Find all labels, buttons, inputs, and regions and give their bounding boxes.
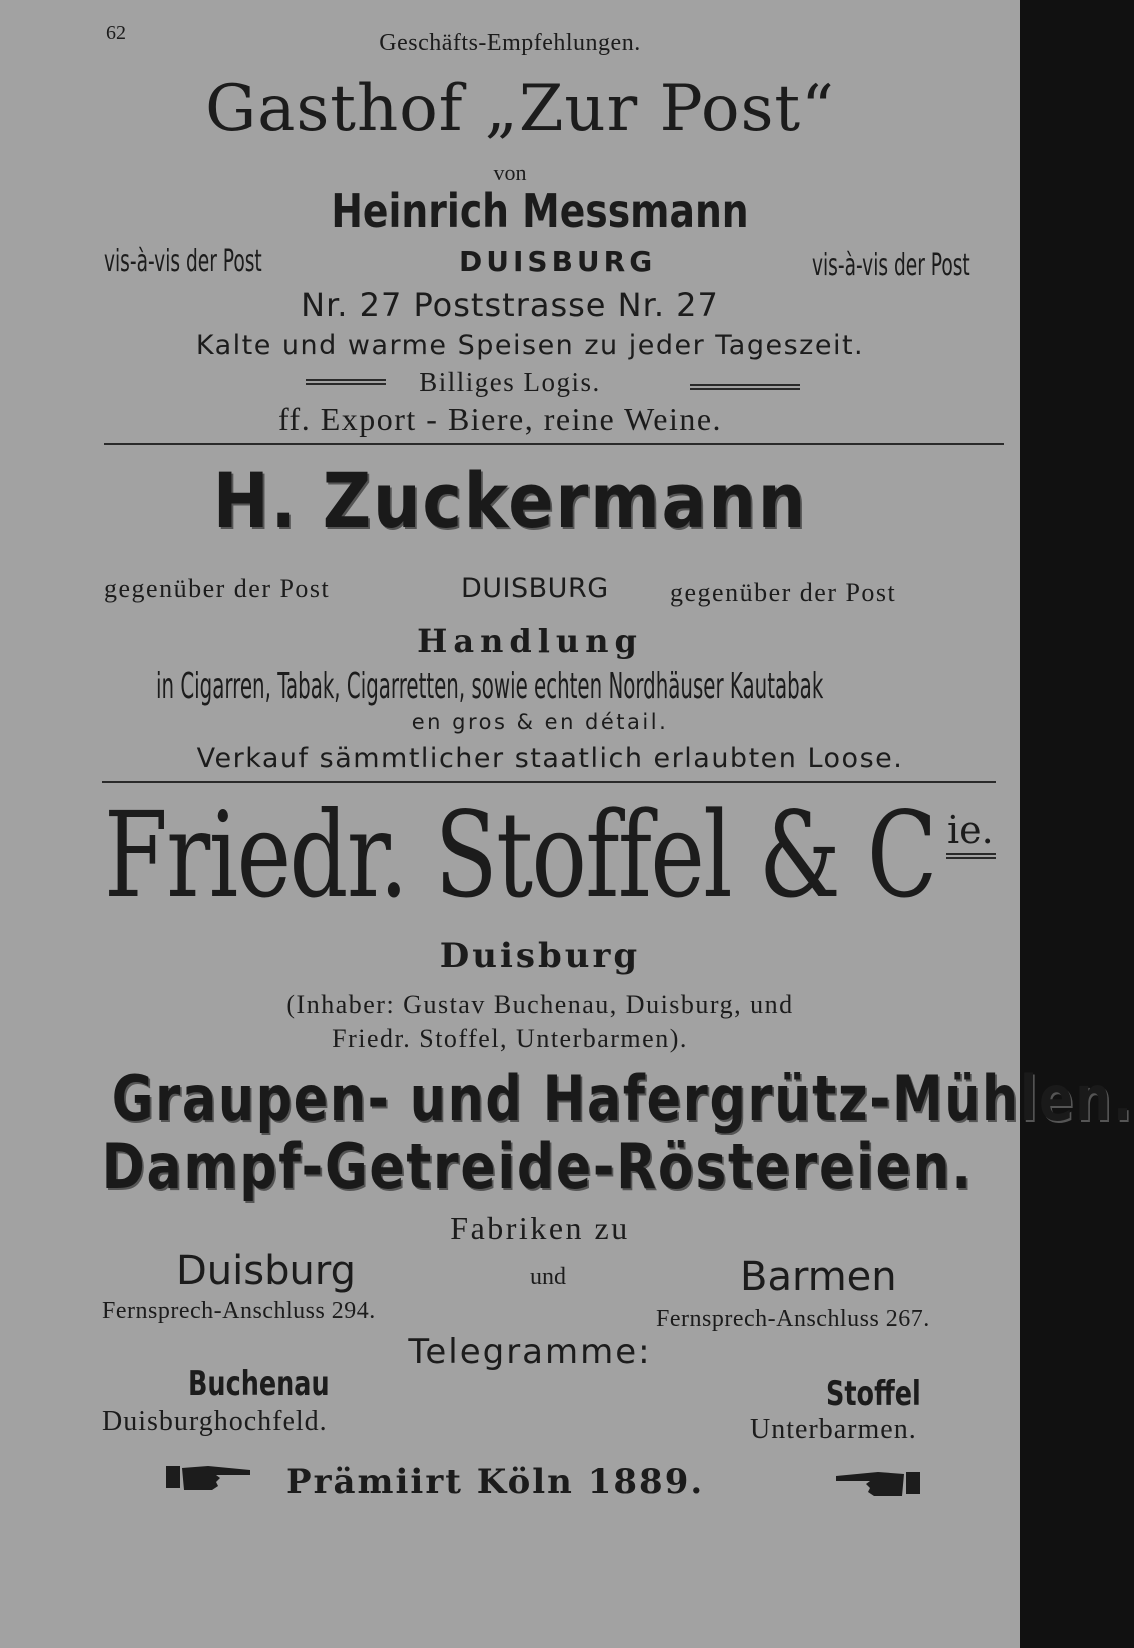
ad3-right-tele-addr: Unterbarmen. [750, 1414, 917, 1445]
ad3-roasting: Dampf-Getreide-Röstereien. [101, 1130, 973, 1203]
ad1-line3: ff. Export - Biere, reine Weine. [277, 401, 723, 437]
separator-2 [102, 781, 996, 783]
ad1-right-note: vis-à-vis der Post [812, 248, 970, 283]
ad2-left-note: gegenüber der Post [104, 574, 331, 603]
pointing-hand-right-icon [164, 1460, 254, 1494]
ad3-und: und [530, 1264, 566, 1290]
ad1-address: Nr. 27 Poststrasse Nr. 27 [301, 286, 719, 324]
ad3-owners-line2: Friedr. Stoffel, Unterbarmen). [332, 1024, 688, 1053]
ad3-right-city: Barmen [740, 1254, 897, 1300]
ad2-city: DUISBURG [461, 573, 609, 604]
ad2-right-note: gegenüber der Post [670, 578, 897, 607]
ad3-left-tele-name: Buchenau [188, 1364, 330, 1404]
ad1-left-note: vis-à-vis der Post [104, 244, 262, 279]
ad2-title: H. Zuckermann [212, 456, 808, 545]
ad1-line1: Kalte und warme Speisen zu jeder Tageszeit. [195, 330, 865, 361]
ad3-left-city: Duisburg [176, 1248, 356, 1294]
ad1-title: Gasthof „Zur Post“ [205, 72, 835, 146]
ad3-right-tele-name: Stoffel [826, 1374, 921, 1414]
ad3-city: Duisburg [439, 936, 641, 976]
ad1-line2: Billiges Logis. [419, 367, 601, 397]
ad3-factories: Fabriken zu [450, 1210, 630, 1246]
ad3-left-tele-addr: Duisburghochfeld. [102, 1406, 328, 1437]
running-title: Geschäfts-Empfehlungen. [379, 30, 641, 56]
ad3-left-phone: Fernsprech-Anschluss 294. [102, 1298, 376, 1324]
page-number: 62 [106, 22, 126, 44]
ad3-title [104, 786, 936, 924]
ad3-mills: Graupen- und Hafergrütz-Mühlen. [111, 1062, 1134, 1135]
ad3-title-main: Friedr. Stoffel & C [104, 786, 936, 924]
ad2-loose: Verkauf sämmtlicher staatlich erlaubten Loose. [196, 743, 904, 774]
ad3-owners-line1: (Inhaber: Gustav Buchenau, Duisburg, und [286, 990, 794, 1019]
ad3-award: Prämiirt Köln 1889. [286, 1462, 705, 1502]
ad3-title-underline [946, 853, 996, 859]
ad1-ornament-right [690, 384, 800, 390]
ad2-products: in Cigarren, Tabak, Cigarretten, sowie echten Nordhäuser Kautabak [156, 666, 824, 707]
ad2-engros: en gros & en détail. [411, 710, 669, 734]
separator-1 [104, 443, 1004, 445]
ad3-telegrams: Telegramme: [408, 1332, 652, 1372]
pointing-hand-left-icon [832, 1466, 922, 1500]
ad1-von: von [493, 160, 527, 185]
ad1-city: DUISBURG [459, 245, 657, 278]
ad3-title-sup: ie. [947, 808, 994, 852]
ad2-handlung: Handlung [417, 622, 643, 660]
ad3-right-phone: Fernsprech-Anschluss 267. [656, 1306, 930, 1332]
ad1-owner: Heinrich Messmann [331, 184, 749, 238]
